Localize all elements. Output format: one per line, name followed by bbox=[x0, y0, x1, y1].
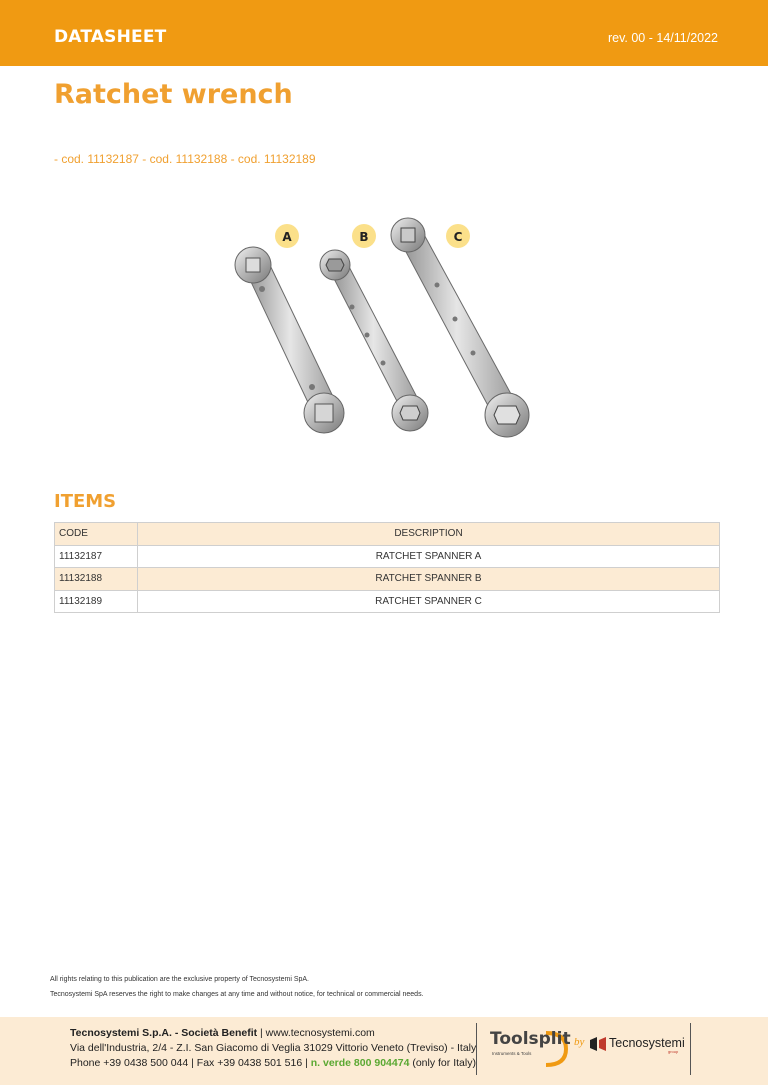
table-row bbox=[55, 568, 720, 591]
phone-fax: Phone +39 0438 500 044 | Fax +39 0438 501 516 | bbox=[70, 1057, 308, 1069]
legal-line-2: Tecnosystemi SpA reserves the right to make changes at any time and without notice, for technical or commercial needs. bbox=[50, 991, 424, 998]
footer-divider bbox=[476, 1023, 477, 1075]
page-title: Ratchet wrench bbox=[54, 79, 293, 110]
row-code: 11132187 bbox=[55, 545, 138, 568]
header-bar bbox=[0, 0, 768, 66]
footer bbox=[0, 1017, 768, 1085]
table-row bbox=[55, 545, 720, 568]
website-link[interactable]: | www.tecnosystemi.com bbox=[260, 1027, 375, 1039]
row-description: RATCHET SPANNER A bbox=[138, 545, 720, 568]
callout-a-letter: A bbox=[282, 230, 292, 244]
toolsplit-logo-text: Toolsplit bbox=[490, 1029, 571, 1049]
tecnosystemi-logo-icon bbox=[590, 1037, 606, 1051]
tecnosystemi-logo bbox=[590, 1035, 686, 1059]
row-description: RATCHET SPANNER C bbox=[138, 590, 720, 613]
column-header-code: CODE bbox=[55, 523, 138, 546]
column-header-description: DESCRIPTION bbox=[138, 523, 720, 546]
toll-free-number: n. verde 800 904474 bbox=[310, 1057, 410, 1069]
tecnosystemi-logo-text: Tecnosystemi bbox=[609, 1036, 685, 1050]
callout-c bbox=[446, 224, 470, 248]
revision-label: rev. 00 - 14/11/2022 bbox=[607, 31, 718, 45]
callout-a bbox=[275, 224, 299, 248]
doc-type-label: DATASHEET bbox=[54, 27, 167, 47]
table-header-row bbox=[55, 523, 720, 546]
callout-b-letter: B bbox=[359, 230, 369, 244]
tecnosystemi-group-label: group bbox=[668, 1049, 679, 1054]
table-row bbox=[55, 590, 720, 613]
company-name: Tecnosystemi S.p.A. - Società Benefit bbox=[70, 1027, 258, 1039]
legal-notice bbox=[50, 972, 424, 1002]
address-line: Via dell'Industria, 2/4 - Z.I. San Giacomo di Veglia 31029 Vittorio Veneto (Treviso) - Italy bbox=[70, 1042, 477, 1054]
items-section-title: ITEMS bbox=[54, 491, 117, 512]
by-label: by bbox=[574, 1036, 585, 1048]
product-photo bbox=[215, 215, 545, 445]
callout-b bbox=[352, 224, 376, 248]
callout-c-letter: C bbox=[453, 230, 463, 244]
items-table bbox=[54, 522, 720, 613]
row-code: 11132189 bbox=[55, 590, 138, 613]
footer-divider bbox=[690, 1023, 691, 1075]
contact-block bbox=[70, 1026, 476, 1071]
company-line bbox=[70, 1026, 476, 1041]
toolsplit-logo-subtext: Instruments & Tools bbox=[492, 1051, 532, 1056]
toll-free-note: (only for Italy) bbox=[412, 1057, 476, 1069]
row-description: RATCHET SPANNER B bbox=[138, 568, 720, 591]
toolsplit-logo bbox=[490, 1027, 570, 1071]
phone-line bbox=[70, 1056, 476, 1071]
row-code: 11132188 bbox=[55, 568, 138, 591]
legal-line-1: All rights relating to this publication are the exclusive property of Tecnosystemi SpA. bbox=[50, 976, 309, 983]
product-codes: - cod. 11132187 - cod. 11132188 - cod. 11132189 bbox=[54, 152, 316, 166]
